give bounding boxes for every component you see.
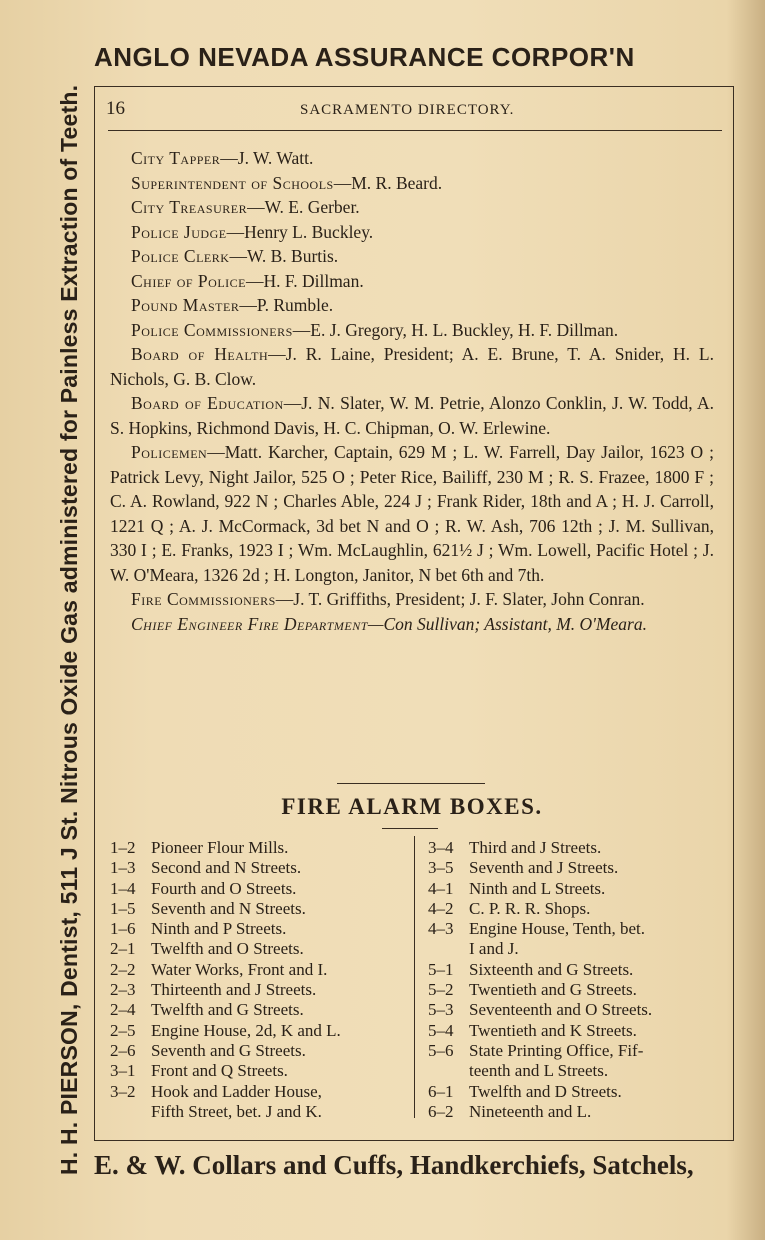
alarm-box-code: 1–2 (110, 838, 136, 857)
title-underline (382, 828, 438, 829)
alarm-box-location: Twelfth and D Streets. (469, 1081, 622, 1101)
official-title: City Treasurer (131, 197, 248, 217)
alarm-box-location: Engine House, Tenth, bet. (469, 919, 646, 939)
alarm-box-location: Pioneer Flour Mills. (151, 838, 289, 857)
alarm-box-location: Second and N Streets. (151, 858, 302, 878)
page-number: 16 (106, 98, 125, 119)
official-entry (110, 318, 714, 343)
alarm-box-location: State Printing Office, Fif- (469, 1040, 644, 1060)
alarm-box-code: 1–3 (110, 858, 136, 878)
alarm-box-code: 2–1 (110, 939, 136, 959)
official-title: Superintendent of Schools (131, 172, 334, 193)
alarm-box-row (110, 1082, 410, 1102)
alarm-box-code: 5–4 (428, 1020, 454, 1040)
column-divider (414, 836, 415, 1118)
official-entry (110, 293, 714, 318)
official-names: —P. Rumble. (239, 295, 334, 315)
alarm-box-row (110, 980, 410, 1000)
alarm-box-row (110, 960, 410, 980)
alarm-box-row (428, 1000, 728, 1020)
alarm-box-location: Twelfth and G Streets. (151, 1000, 304, 1020)
alarm-box-row (110, 838, 410, 858)
official-names: —E. J. Gregory, H. L. Buckley, H. F. Dillman. (292, 319, 619, 340)
alarm-box-code: 6–1 (428, 1081, 454, 1101)
official-title: Board of Education (131, 393, 284, 413)
alarm-box-row (428, 1041, 728, 1061)
official-title: Police Clerk (131, 246, 230, 266)
alarm-box-location: Third and J Streets. (469, 838, 602, 857)
alarm-box-code: 3–2 (110, 1081, 136, 1101)
alarm-box-location: Nineteenth and L. (469, 1101, 592, 1121)
official-entry (110, 220, 714, 245)
alarm-box-code: 2–4 (110, 1000, 136, 1020)
official-entry (110, 269, 714, 294)
fire-alarm-title: FIRE ALARM BOXES. (281, 794, 543, 819)
alarm-box-code: 2–2 (110, 959, 136, 979)
alarm-box-location: Seventh and N Streets. (151, 898, 306, 918)
alarm-box-location: Ninth and L Streets. (469, 878, 606, 898)
official-names: —W. B. Burtis. (229, 246, 339, 266)
bottom-advertisement: E. & W. Collars and Cuffs, Handkerchiefs, Satchels, (94, 1150, 694, 1180)
top-advertisement: ANGLO NEVADA ASSURANCE CORPOR'N (94, 42, 635, 72)
alarm-box-code: 3–1 (110, 1061, 136, 1081)
alarm-box-row (110, 858, 410, 878)
official-entry (110, 391, 714, 440)
official-title: Policemen (131, 442, 208, 462)
alarm-box-location: Twentieth and K Streets. (469, 1020, 637, 1040)
alarm-box-row (428, 899, 728, 919)
official-entry (110, 195, 714, 220)
alarm-box-code: 3–4 (428, 838, 454, 857)
official-names: —W. E. Gerber. (247, 197, 360, 217)
running-head: SACRAMENTO DIRECTORY. (300, 102, 515, 118)
official-names: —J. T. Griffiths, President; J. F. Slater, John Conran. (275, 589, 645, 609)
alarm-box-row (110, 1041, 410, 1061)
alarm-box-row (428, 960, 728, 980)
alarm-box-row (110, 879, 410, 899)
alarm-box-row (110, 1021, 410, 1041)
alarm-box-code: 2–6 (110, 1040, 136, 1060)
alarm-box-row (428, 1102, 728, 1122)
official-title: Board of Health (131, 344, 269, 364)
alarm-box-row (428, 1082, 728, 1102)
alarm-box-code: 1–5 (110, 898, 136, 918)
official-entry (110, 587, 714, 612)
official-title: Police Judge (131, 221, 227, 242)
alarm-box-code: 4–1 (428, 878, 454, 898)
header-rule (108, 130, 722, 131)
alarm-box-row (428, 980, 728, 1000)
official-title: Pound Master (131, 295, 240, 315)
alarm-box-code: 2–5 (110, 1020, 136, 1040)
official-names: —Henry L. Buckley. (226, 221, 374, 242)
official-entry (110, 244, 714, 269)
alarm-box-location: Sixteenth and G Streets. (469, 959, 634, 979)
alarm-box-location-continued: I and J. (469, 939, 519, 959)
official-title: City Tapper (131, 148, 221, 168)
official-entry (110, 342, 714, 391)
alarm-box-code: 5–1 (428, 959, 454, 979)
official-names: —J. N. Slater, W. M. Petrie, Alonzo Conklin, J. W. Todd, A. S. Hopkins, Richmond Davis, H. C. Chipman, O. W. Erlewine. (110, 393, 715, 438)
alarm-box-location: Seventeenth and O Streets. (469, 1000, 653, 1020)
officials-list (110, 146, 714, 636)
official-names: —J. W. Watt. (220, 148, 314, 168)
alarm-box-row (428, 919, 728, 939)
alarm-box-location-continued: Fifth Street, bet. J and K. (151, 1101, 322, 1121)
alarm-box-location: Water Works, Front and I. (151, 959, 328, 979)
alarm-box-location: Twelfth and O Streets. (151, 939, 304, 959)
official-names: —M. R. Beard. (333, 172, 443, 193)
alarm-box-code: 5–6 (428, 1040, 454, 1060)
fire-alarm-right-column (428, 838, 728, 1122)
official-entry (110, 171, 714, 196)
alarm-box-row (110, 919, 410, 939)
alarm-box-code: 3–5 (428, 858, 454, 878)
official-title: Chief Engineer Fire Department (131, 613, 368, 634)
alarm-box-code: 6–2 (428, 1101, 454, 1121)
alarm-box-location: Fourth and O Streets. (151, 878, 297, 898)
alarm-box-location: Seventh and G Streets. (151, 1040, 306, 1060)
fire-alarm-left-column (110, 838, 410, 1122)
alarm-box-row (110, 899, 410, 919)
alarm-box-row (428, 838, 728, 858)
alarm-box-location: Ninth and P Streets. (151, 919, 287, 939)
alarm-box-code: 4–3 (428, 919, 454, 939)
official-entry (110, 612, 714, 637)
section-divider (337, 783, 485, 784)
official-names: —Matt. Karcher, Captain, 629 M ; L. W. Farrell, Day Jailor, 1623 O ; Patrick Levy, Night Jailor, 525 O ; Peter Rice, Bailiff, 230 M ; R. S. Frazee, 1800 F ; C. A. Rowland, 922 N ; Charles Able, 224 J ; Frank Rider, 18th and A ; H. J. Carroll, 1221 Q ; A. J. McCormack, 3d bet N and O ; R. W. Ash, 706 12th ; J. M. Sullivan, 330 I ; E. Franks, 1923 I ; Wm. McLaughlin, 621½ J ; Wm. Lowell, Pacific Hotel ; J. W. O'Meara, 1326 2d ; H. Longton, Janitor, N bet 6th and 7th. (110, 442, 714, 585)
alarm-box-location: Front and Q Streets. (151, 1061, 288, 1081)
alarm-box-row (428, 879, 728, 899)
alarm-box-code: 4–2 (428, 898, 454, 918)
official-entry (110, 440, 714, 587)
side-advertisement: H. H. PIERSON, Dentist, 511 J St. Nitrous Oxide Gas administered for Painless Extraction of Teeth. (56, 84, 82, 1175)
alarm-box-location: Thirteenth and J Streets. (151, 980, 317, 1000)
alarm-box-row (110, 1000, 410, 1020)
alarm-box-location: Hook and Ladder House, (151, 1081, 322, 1101)
alarm-box-location: Twentieth and G Streets. (469, 980, 637, 1000)
alarm-box-code: 1–6 (110, 919, 136, 939)
alarm-box-code: 1–4 (110, 878, 136, 898)
alarm-box-location: C. P. R. R. Shops. (469, 898, 591, 918)
alarm-box-code: 5–2 (428, 980, 454, 1000)
alarm-box-row (110, 939, 410, 959)
alarm-box-row (428, 858, 728, 878)
official-title: Fire Commissioners (131, 589, 276, 609)
official-names: —H. F. Dillman. (246, 270, 364, 291)
alarm-box-location: Engine House, 2d, K and L. (151, 1020, 341, 1040)
official-names: —J. R. Laine, President; A. E. Brune, T. A. Snider, H. L. Nichols, G. B. Clow. (110, 344, 714, 389)
alarm-box-row (428, 1021, 728, 1041)
official-entry (110, 146, 714, 171)
alarm-box-code: 5–3 (428, 1000, 454, 1020)
alarm-box-code: 2–3 (110, 980, 136, 1000)
official-title: Police Commissioners (131, 319, 293, 340)
alarm-box-location-continued: teenth and L Streets. (469, 1061, 609, 1081)
official-title: Chief of Police (131, 270, 246, 291)
official-names: —Con Sullivan; Assistant, M. O'Meara. (367, 613, 647, 634)
alarm-box-location: Seventh and J Streets. (469, 858, 619, 878)
alarm-box-row (110, 1061, 410, 1081)
